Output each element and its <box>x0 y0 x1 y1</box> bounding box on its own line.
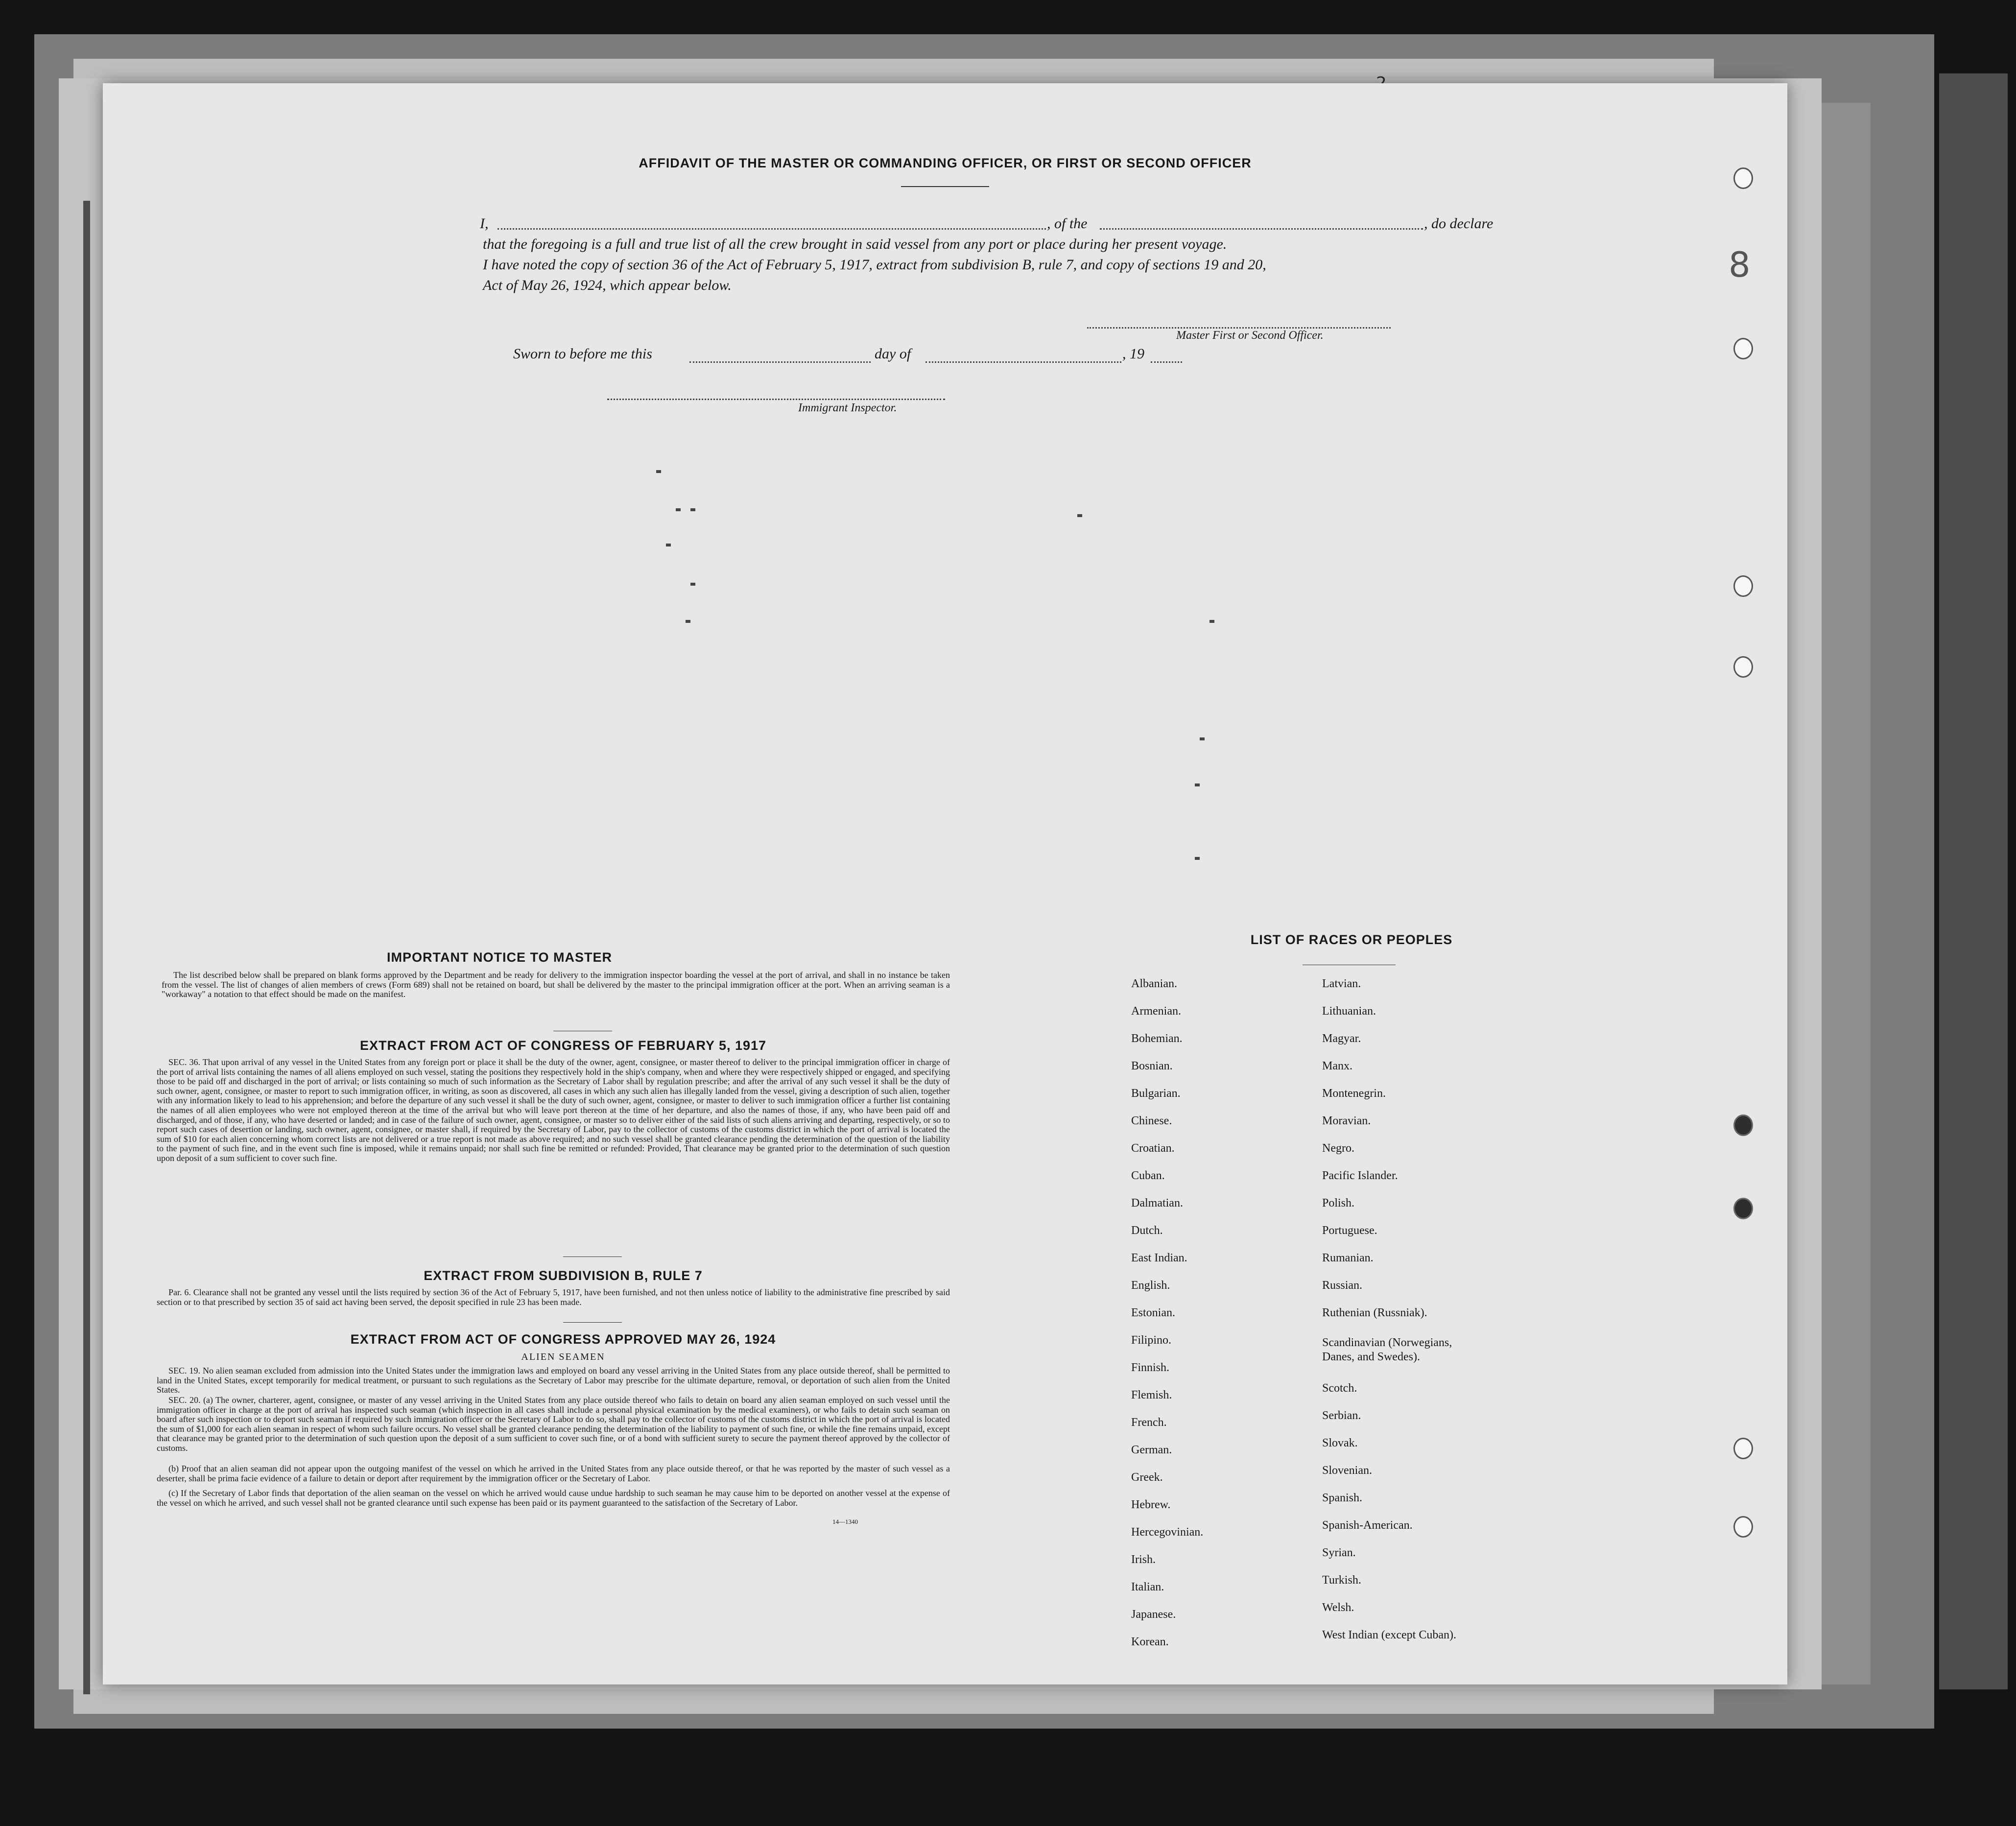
sec20a-text: SEC. 20. (a) The owner, charterer, agent, consignee, or master of any vessel arriving in the United States from any place outside thereof who fails to detain on board any alien seaman employed on such vessel until the immigration officer in charge at the port of arrival has inspected such seaman (which inspection in all cases shall include a personal physical examination by the medical examiners), or who fails to detain such seaman on board after such inspection or to deport such seaman if required by such immigration officer or the Secretary of Labor to do so, shall pay to the collector of customs of the customs district in which the port of arrival is located the sum of $1,000 for each alien seaman in respect of whom such failure occurs. No vessel shall be granted clearance pending the determination of the liability to payment of such fine, or while the fine remains unpaid, except that clearance may be granted prior to the determination of such question upon the deposit of a sum sufficient to cover such fine, or of a bond with sufficient surety to secure the payment thereof approved by the collector of customs. <box>157 1395 950 1453</box>
faint-mark <box>1195 783 1200 786</box>
race-item: Negro. <box>1322 1142 1354 1155</box>
race-item: Flemish. <box>1131 1389 1172 1401</box>
race-item: Greek. <box>1131 1471 1163 1484</box>
race-item: Dutch. <box>1131 1224 1163 1237</box>
affidavit-line-3: I have noted the copy of section 36 of the Act of February 5, 1917, extract from subdivision B, rule 7, and copy of sections 19 and 20, <box>483 257 1266 273</box>
binder-edge <box>1939 73 2008 1689</box>
faint-mark <box>690 508 695 511</box>
race-item: Finnish. <box>1131 1361 1170 1374</box>
race-item: German. <box>1131 1444 1172 1456</box>
race-item: Bulgarian. <box>1131 1087 1181 1100</box>
punch-hole-icon <box>1733 1438 1753 1459</box>
faint-mark <box>1195 857 1200 860</box>
punch-hole-icon <box>1733 1198 1753 1219</box>
race-item: Serbian. <box>1322 1409 1361 1422</box>
race-item: Lithuanian. <box>1322 1005 1376 1018</box>
punch-hole-icon <box>1733 1516 1753 1538</box>
sworn-year-blank[interactable] <box>1151 361 1182 363</box>
race-item: Welsh. <box>1322 1601 1354 1614</box>
race-item: Croatian. <box>1131 1142 1175 1155</box>
extract-1924-title: EXTRACT FROM ACT OF CONGRESS APPROVED MAY 26, 1924 <box>350 1332 776 1347</box>
inspector-label: Immigrant Inspector. <box>798 402 897 414</box>
notice-text: The list described below shall be prepared on blank forms approved by the Department and be ready for delivery to the immigration inspector boarding the vessel at the port of arrival, and shall in no instance be taken from the vessel. The list of changes of alien members of crews (Form 689) shall not be retained on board, but shall be delivered by the master to the principal immigration officer at the port. When an arriving seaman is a "workaway" a notation to that effect should be made on the manifest. <box>162 970 950 999</box>
race-item: English. <box>1131 1279 1170 1292</box>
extract-rule7-text: Par. 6. Clearance shall not be granted any vessel until the lists required by section 36 of the Act of February 5, 1917, have been furnished, and not then unless notice of liability to the administrative fine prescribed by said section or to that prescribed by section 35 of said act having been served, the deposit specified in rule 23 has been made. <box>157 1287 950 1307</box>
year-label: , 19 <box>1122 346 1144 362</box>
form-number: 14—1340 <box>832 1518 858 1525</box>
title-rule <box>901 186 989 187</box>
margin-mark: 8 <box>1729 245 1751 285</box>
race-item: Chinese. <box>1131 1115 1172 1127</box>
punch-hole-icon <box>1733 167 1753 189</box>
race-item: Turkish. <box>1322 1574 1361 1587</box>
sec20b-text: (b) Proof that an alien seaman did not appear upon the outgoing manifest of the vessel on which he arrived in the United States from any place outside thereof, or that he was reported by the master of such vessel as a deserter, shall be prima facie evidence of a failure to detain or deport after requirement by the immigration officer or the Secretary of Labor. <box>157 1464 950 1483</box>
master-signature-label: Master First or Second Officer. <box>1176 329 1324 342</box>
race-item: Syrian. <box>1322 1546 1356 1559</box>
affidavit-title: AFFIDAVIT OF THE MASTER OR COMMANDING OFFICER, OR FIRST OR SECOND OFFICER <box>639 156 1252 170</box>
race-item: East Indian. <box>1131 1252 1187 1264</box>
sec19-text: SEC. 19. No alien seaman excluded from admission into the United States under the immigration laws and employed on board any vessel arriving in the United States from any place outside thereof, shall be permitted to land in the United States, except temporarily for medical treatment, or pursuant to such regulations as the Secretary of Labor may prescribe for the ultimate departure, removal, or deportation of such alien from the United States. <box>157 1366 950 1395</box>
sec20c-text: (c) If the Secretary of Labor finds that deportation of the alien seaman on the vessel on which he arrived would cause undue hardship to such seaman he may cause him to be deported on another vessel at the expense of the vessel on which he arrived, and such vessel shall not be granted clearance until such expense has been paid or its payment guaranteed to the satisfaction of the Secretary of Labor. <box>157 1488 950 1508</box>
race-item: Pacific Islander. <box>1322 1169 1398 1182</box>
sworn-label: Sworn to before me this <box>513 346 652 362</box>
race-item-continued: Danes, and Swedes). <box>1322 1351 1420 1363</box>
notice-title: IMPORTANT NOTICE TO MASTER <box>387 950 612 965</box>
race-item: Montenegrin. <box>1322 1087 1386 1100</box>
master-signature-line[interactable] <box>1087 327 1391 329</box>
faint-mark <box>1077 514 1082 517</box>
race-item: Bosnian. <box>1131 1060 1173 1072</box>
faint-mark <box>656 470 661 473</box>
race-item: Japanese. <box>1131 1608 1176 1621</box>
day-of-label: day of <box>875 346 911 362</box>
affidavit-i-label: I, <box>480 215 489 232</box>
race-item: Ruthenian (Russniak). <box>1322 1306 1427 1319</box>
punch-hole-icon <box>1733 575 1753 597</box>
race-item: Spanish-American. <box>1322 1519 1413 1532</box>
faint-mark <box>1210 620 1214 623</box>
punch-hole-icon <box>1733 656 1753 678</box>
extract-1917-title: EXTRACT FROM ACT OF CONGRESS OF FEBRUARY 5, 1917 <box>359 1038 767 1053</box>
sworn-month-blank[interactable] <box>925 361 1121 363</box>
race-item: Scandinavian (Norwegians, <box>1322 1336 1452 1349</box>
race-item: Estonian. <box>1131 1306 1175 1319</box>
races-title: LIST OF RACES OR PEOPLES <box>1250 932 1453 947</box>
affidavit-line-2: that the foregoing is a full and true list of all the crew brought in said vessel from any port or place during her present voyage. <box>483 236 1227 252</box>
name-blank[interactable] <box>498 228 1046 230</box>
punch-hole-icon <box>1733 1115 1753 1136</box>
race-item: Armenian. <box>1131 1005 1181 1018</box>
race-item: Hebrew. <box>1131 1498 1171 1511</box>
race-item: West Indian (except Cuban). <box>1322 1629 1456 1641</box>
extract-1917-text: SEC. 36. That upon arrival of any vessel in the United States from any foreign port or place it shall be the duty of the owner, agent, consignee, or master thereof to deliver to the principal immigration officer in charge of the port of arrival lists containing the names of all aliens employed on such vessel, stating the positions they respectively hold in the ship's company, when and where they were respectively shipped or engaged, and specifying those to be paid off and discharged in the port of arrival; or lists containing so much of such information as the Secretary of Labor shall by regulation prescribe; and after the arrival of any such vessel it shall be the duty of such owner, agent, consignee, or master to report to such immigration officer, in writing, as soon as discovered, all cases in which any such alien has illegally landed from the vessel, giving a description of such alien, together with any information likely to lead to his apprehension; and before the departure of any such vessel it shall be the duty of such owner, agent, consignee, or master to deliver to such immigration officer a further list containing the names of all alien employees who were not employed thereon at the time of the arrival but who will leave port thereon at the time of her departure, and also the names of those, if any, who have been paid off and discharged, and of those, if any, who have deserted or landed; and in case of the failure of such owner, agent, consignee, or master so to deliver either of the said lists of such aliens arriving and departing, respectively, or so to report such cases of desertion or landing, such owner, agent, consignee, or master shall, if required by the Secretary of Labor, pay to the collector of customs of the customs district in which the port of arrival is located the sum of $10 for each alien concerning whom correct lists are not delivered or a true report is not made as above required; and no such vessel shall be granted clearance pending the determination of the question of the liability to the payment of such fine, and in the event such fine is imposed, while it remains unpaid; nor shall such fine be remitted or refunded: Provided, That clearance may be granted prior to the determination of such question upon deposit of a sum sufficient to cover such fine. <box>157 1057 950 1163</box>
faint-mark <box>686 620 690 623</box>
vessel-blank[interactable] <box>1100 228 1423 230</box>
extract-rule7-title: EXTRACT FROM SUBDIVISION B, RULE 7 <box>424 1268 703 1283</box>
race-item: Cuban. <box>1131 1169 1165 1182</box>
alien-seamen-subtitle: ALIEN SEAMEN <box>521 1352 605 1362</box>
sworn-day-blank[interactable] <box>689 361 871 363</box>
race-item: Russian. <box>1322 1279 1363 1292</box>
race-item: French. <box>1131 1416 1167 1429</box>
faint-mark <box>690 583 695 586</box>
race-item: Scotch. <box>1322 1382 1357 1395</box>
race-item: Portuguese. <box>1322 1224 1377 1237</box>
race-item: Spanish. <box>1322 1492 1363 1504</box>
race-item: Bohemian. <box>1131 1032 1183 1045</box>
race-item: Polish. <box>1322 1197 1355 1209</box>
race-item: Moravian. <box>1322 1115 1371 1127</box>
affidavit-do-declare-label: , do declare <box>1424 215 1494 232</box>
faint-mark <box>676 508 681 511</box>
extract-rule7-rule <box>563 1322 622 1323</box>
faint-mark <box>666 544 671 546</box>
race-item: Korean. <box>1131 1636 1169 1648</box>
manifest-sheet <box>103 83 1787 1684</box>
left-edge-strip <box>83 201 90 1694</box>
inspector-signature-line[interactable] <box>607 399 945 400</box>
race-item: Slovak. <box>1322 1437 1358 1449</box>
race-item: Manx. <box>1322 1060 1352 1072</box>
faint-mark <box>1200 737 1205 740</box>
race-item: Slovenian. <box>1322 1464 1372 1477</box>
race-item: Latvian. <box>1322 977 1361 990</box>
race-item: Albanian. <box>1131 977 1177 990</box>
punch-hole-icon <box>1733 338 1753 359</box>
race-item: Magyar. <box>1322 1032 1361 1045</box>
race-item: Dalmatian. <box>1131 1197 1183 1209</box>
race-item: Filipino. <box>1131 1334 1172 1347</box>
race-item: Rumanian. <box>1322 1252 1374 1264</box>
race-item: Hercegovinian. <box>1131 1526 1204 1539</box>
race-item: Italian. <box>1131 1581 1164 1593</box>
affidavit-line-4: Act of May 26, 1924, which appear below. <box>483 277 732 293</box>
affidavit-of-the-label: , of the <box>1047 215 1088 232</box>
race-item: Irish. <box>1131 1553 1156 1566</box>
